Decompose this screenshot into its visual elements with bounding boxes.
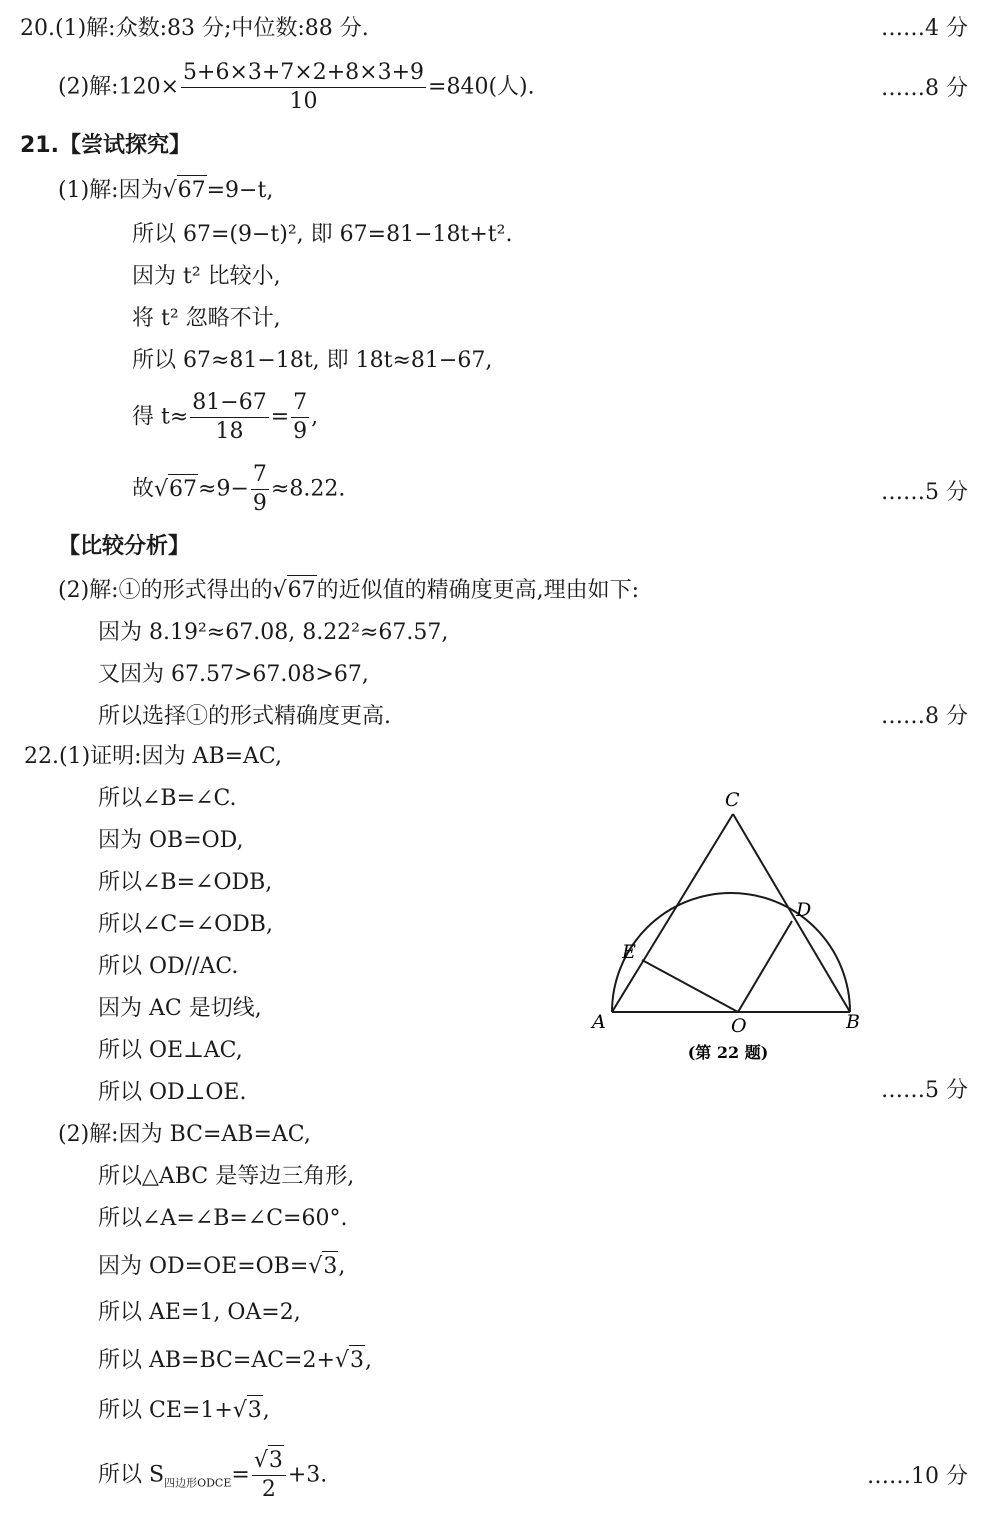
q20-line1: 20.(1)解:众数:83 分;中位数:88 分. xyxy=(20,16,369,41)
q21-part2-line1 xyxy=(58,580,639,602)
q22-part1-line8: 所以 OE⊥AC, xyxy=(98,1038,243,1063)
sqrt-3-radicand: 3 xyxy=(322,1251,338,1279)
sqrt-3: √3 xyxy=(335,1350,365,1372)
label-a: A xyxy=(592,1011,606,1033)
q20-line2 xyxy=(58,62,535,113)
q22-part1-line7: 因为 AC 是切线, xyxy=(98,996,262,1021)
fraction-7-over-9 xyxy=(251,464,269,515)
area-subscript: 四边形ODCE xyxy=(164,1476,232,1490)
q22-line6-comma: , xyxy=(364,1348,372,1373)
q22-part2-line2: 所以△ABC 是等边三角形, xyxy=(98,1164,355,1189)
q20-fraction-numerator: 5+6×3+7×2+8×3+9 xyxy=(181,62,426,88)
q21-part1-line1 xyxy=(58,180,273,202)
q21-part2-line4: 所以选择①的形式精确度更高. xyxy=(98,704,391,729)
q20-line2-prefix: (2)解:120× xyxy=(58,74,180,100)
q22-part1-line2: 所以∠B=∠C. xyxy=(98,786,237,811)
q22-line4-prefix: 因为 OD=OE=OB= xyxy=(98,1254,309,1279)
fraction-7-over-9 xyxy=(291,392,309,443)
q22-part1-line5: 所以∠C=∠ODB, xyxy=(98,912,273,937)
q21-line6-comma: , xyxy=(311,404,319,430)
geometry-figure xyxy=(588,786,868,1076)
q22-part2-line3: 所以∠A=∠B=∠C=60°. xyxy=(98,1206,348,1231)
q21-line5: 所以 67≈81−18t, 即 18t≈81−67, xyxy=(132,348,493,373)
fraction-numerator: 81−67 xyxy=(190,392,268,418)
q22-part1-line6: 所以 OD//AC. xyxy=(98,954,239,979)
figure-caption: (第 22 题) xyxy=(687,1043,769,1062)
sqrt-3-radicand: 3 xyxy=(268,1445,284,1473)
label-c: C xyxy=(725,789,740,811)
q21-part2-line2: 因为 8.19²≈67.08, 8.22²≈67.57, xyxy=(98,620,449,645)
q22-line6-prefix: 所以 AB=BC=AC=2+ xyxy=(98,1348,335,1373)
q22-line4-comma: , xyxy=(338,1254,346,1279)
q22-line8-result: +3. xyxy=(287,1462,328,1488)
q21-score1: ……5 分 xyxy=(881,480,968,505)
equals-sign: = xyxy=(231,1462,250,1488)
segment-bc xyxy=(733,814,850,1012)
q21-line7 xyxy=(132,464,345,515)
fraction-81-67-over-18 xyxy=(190,392,268,443)
sqrt-3: √3 xyxy=(233,1400,263,1422)
label-b: B xyxy=(846,1011,860,1033)
q21-part2-suffix: 的近似值的精确度更高,理由如下: xyxy=(316,578,640,603)
q20-score1: ……4 分 xyxy=(881,16,968,41)
q20-line2-result: =840(人). xyxy=(428,74,535,100)
q22-score2: ……10 分 xyxy=(867,1464,968,1489)
q22-line8-prefix: 所以 S xyxy=(98,1462,165,1488)
sqrt-3: √3 xyxy=(308,1256,338,1278)
segment-ac xyxy=(612,814,733,1012)
q22-score1: ……5 分 xyxy=(881,1078,968,1103)
q22-line7-comma: , xyxy=(262,1398,270,1423)
q21-score2: ……8 分 xyxy=(881,704,968,729)
sqrt-3-radicand: 3 xyxy=(349,1345,365,1373)
q21-line3: 因为 t² 比较小, xyxy=(132,264,281,289)
q22-part2-line7 xyxy=(98,1400,270,1422)
sqrt-67: √67 xyxy=(273,580,317,602)
fraction-denominator: 9 xyxy=(252,491,267,516)
q21-line7-result: ≈8.22. xyxy=(270,476,346,502)
sqrt-67-radicand: 67 xyxy=(177,175,207,203)
q21-part2-prefix: (2)解:①的形式得出的 xyxy=(58,578,273,603)
q21-part1-rhs: =9−t, xyxy=(206,178,274,203)
segment-od xyxy=(738,921,792,1012)
q21-line4: 将 t² 忽略不计, xyxy=(132,306,281,331)
q22-part2-line1: (2)解:因为 BC=AB=AC, xyxy=(58,1122,311,1147)
fraction-numerator: 7 xyxy=(251,464,269,490)
q22-part1-line9: 所以 OD⊥OE. xyxy=(98,1080,247,1105)
q22-part1-line1: 22.(1)证明:因为 AB=AC, xyxy=(24,744,282,769)
label-e: E xyxy=(622,941,636,963)
q22-part1-line3: 因为 OB=OD, xyxy=(98,828,244,853)
equals-sign: = xyxy=(270,404,290,430)
q21-part2-line3: 又因为 67.57>67.08>67, xyxy=(98,662,369,687)
fraction-numerator xyxy=(252,1450,286,1476)
q21-line7-middle: ≈9− xyxy=(198,476,249,502)
q22-part2-line4 xyxy=(98,1256,345,1278)
q21-line2: 所以 67=(9−t)², 即 67=81−18t+t². xyxy=(132,222,513,247)
q20-score2: ……8 分 xyxy=(881,76,968,101)
q22-part1-line4: 所以∠B=∠ODB, xyxy=(98,870,273,895)
fraction-denominator: 9 xyxy=(293,419,308,444)
q22-line7-prefix: 所以 CE=1+ xyxy=(98,1398,233,1423)
q20-fraction-denominator: 10 xyxy=(289,89,318,114)
q21-subheading: 【比较分析】 xyxy=(58,534,191,559)
sqrt-67: √67 xyxy=(163,180,207,202)
q22-part2-line5: 所以 AE=1, OA=2, xyxy=(98,1300,301,1325)
sqrt-67: √67 xyxy=(154,479,198,501)
sqrt-67-radicand: 67 xyxy=(287,575,317,603)
sqrt-3: √3 xyxy=(254,1450,284,1472)
segment-oe xyxy=(642,960,738,1012)
fraction-denominator: 2 xyxy=(261,1477,276,1502)
sqrt-3-radicand: 3 xyxy=(247,1395,263,1423)
fraction-sqrt3-over-2 xyxy=(252,1450,286,1501)
q21-part1-prefix: (1)解:因为 xyxy=(58,178,163,203)
q21-line6 xyxy=(132,392,318,443)
fraction-denominator: 18 xyxy=(215,419,244,444)
label-o: O xyxy=(731,1015,747,1037)
fraction-numerator: 7 xyxy=(291,392,309,418)
q21-line7-prefix: 故 xyxy=(132,476,155,502)
sqrt-67-radicand: 67 xyxy=(168,474,198,502)
q21-heading: 21.【尝试探究】 xyxy=(20,133,191,158)
label-d: D xyxy=(796,899,812,921)
q22-part2-line8 xyxy=(98,1450,327,1501)
q21-line6-prefix: 得 t≈ xyxy=(132,404,189,430)
q20-fraction xyxy=(181,62,426,113)
q22-part2-line6 xyxy=(98,1350,372,1372)
